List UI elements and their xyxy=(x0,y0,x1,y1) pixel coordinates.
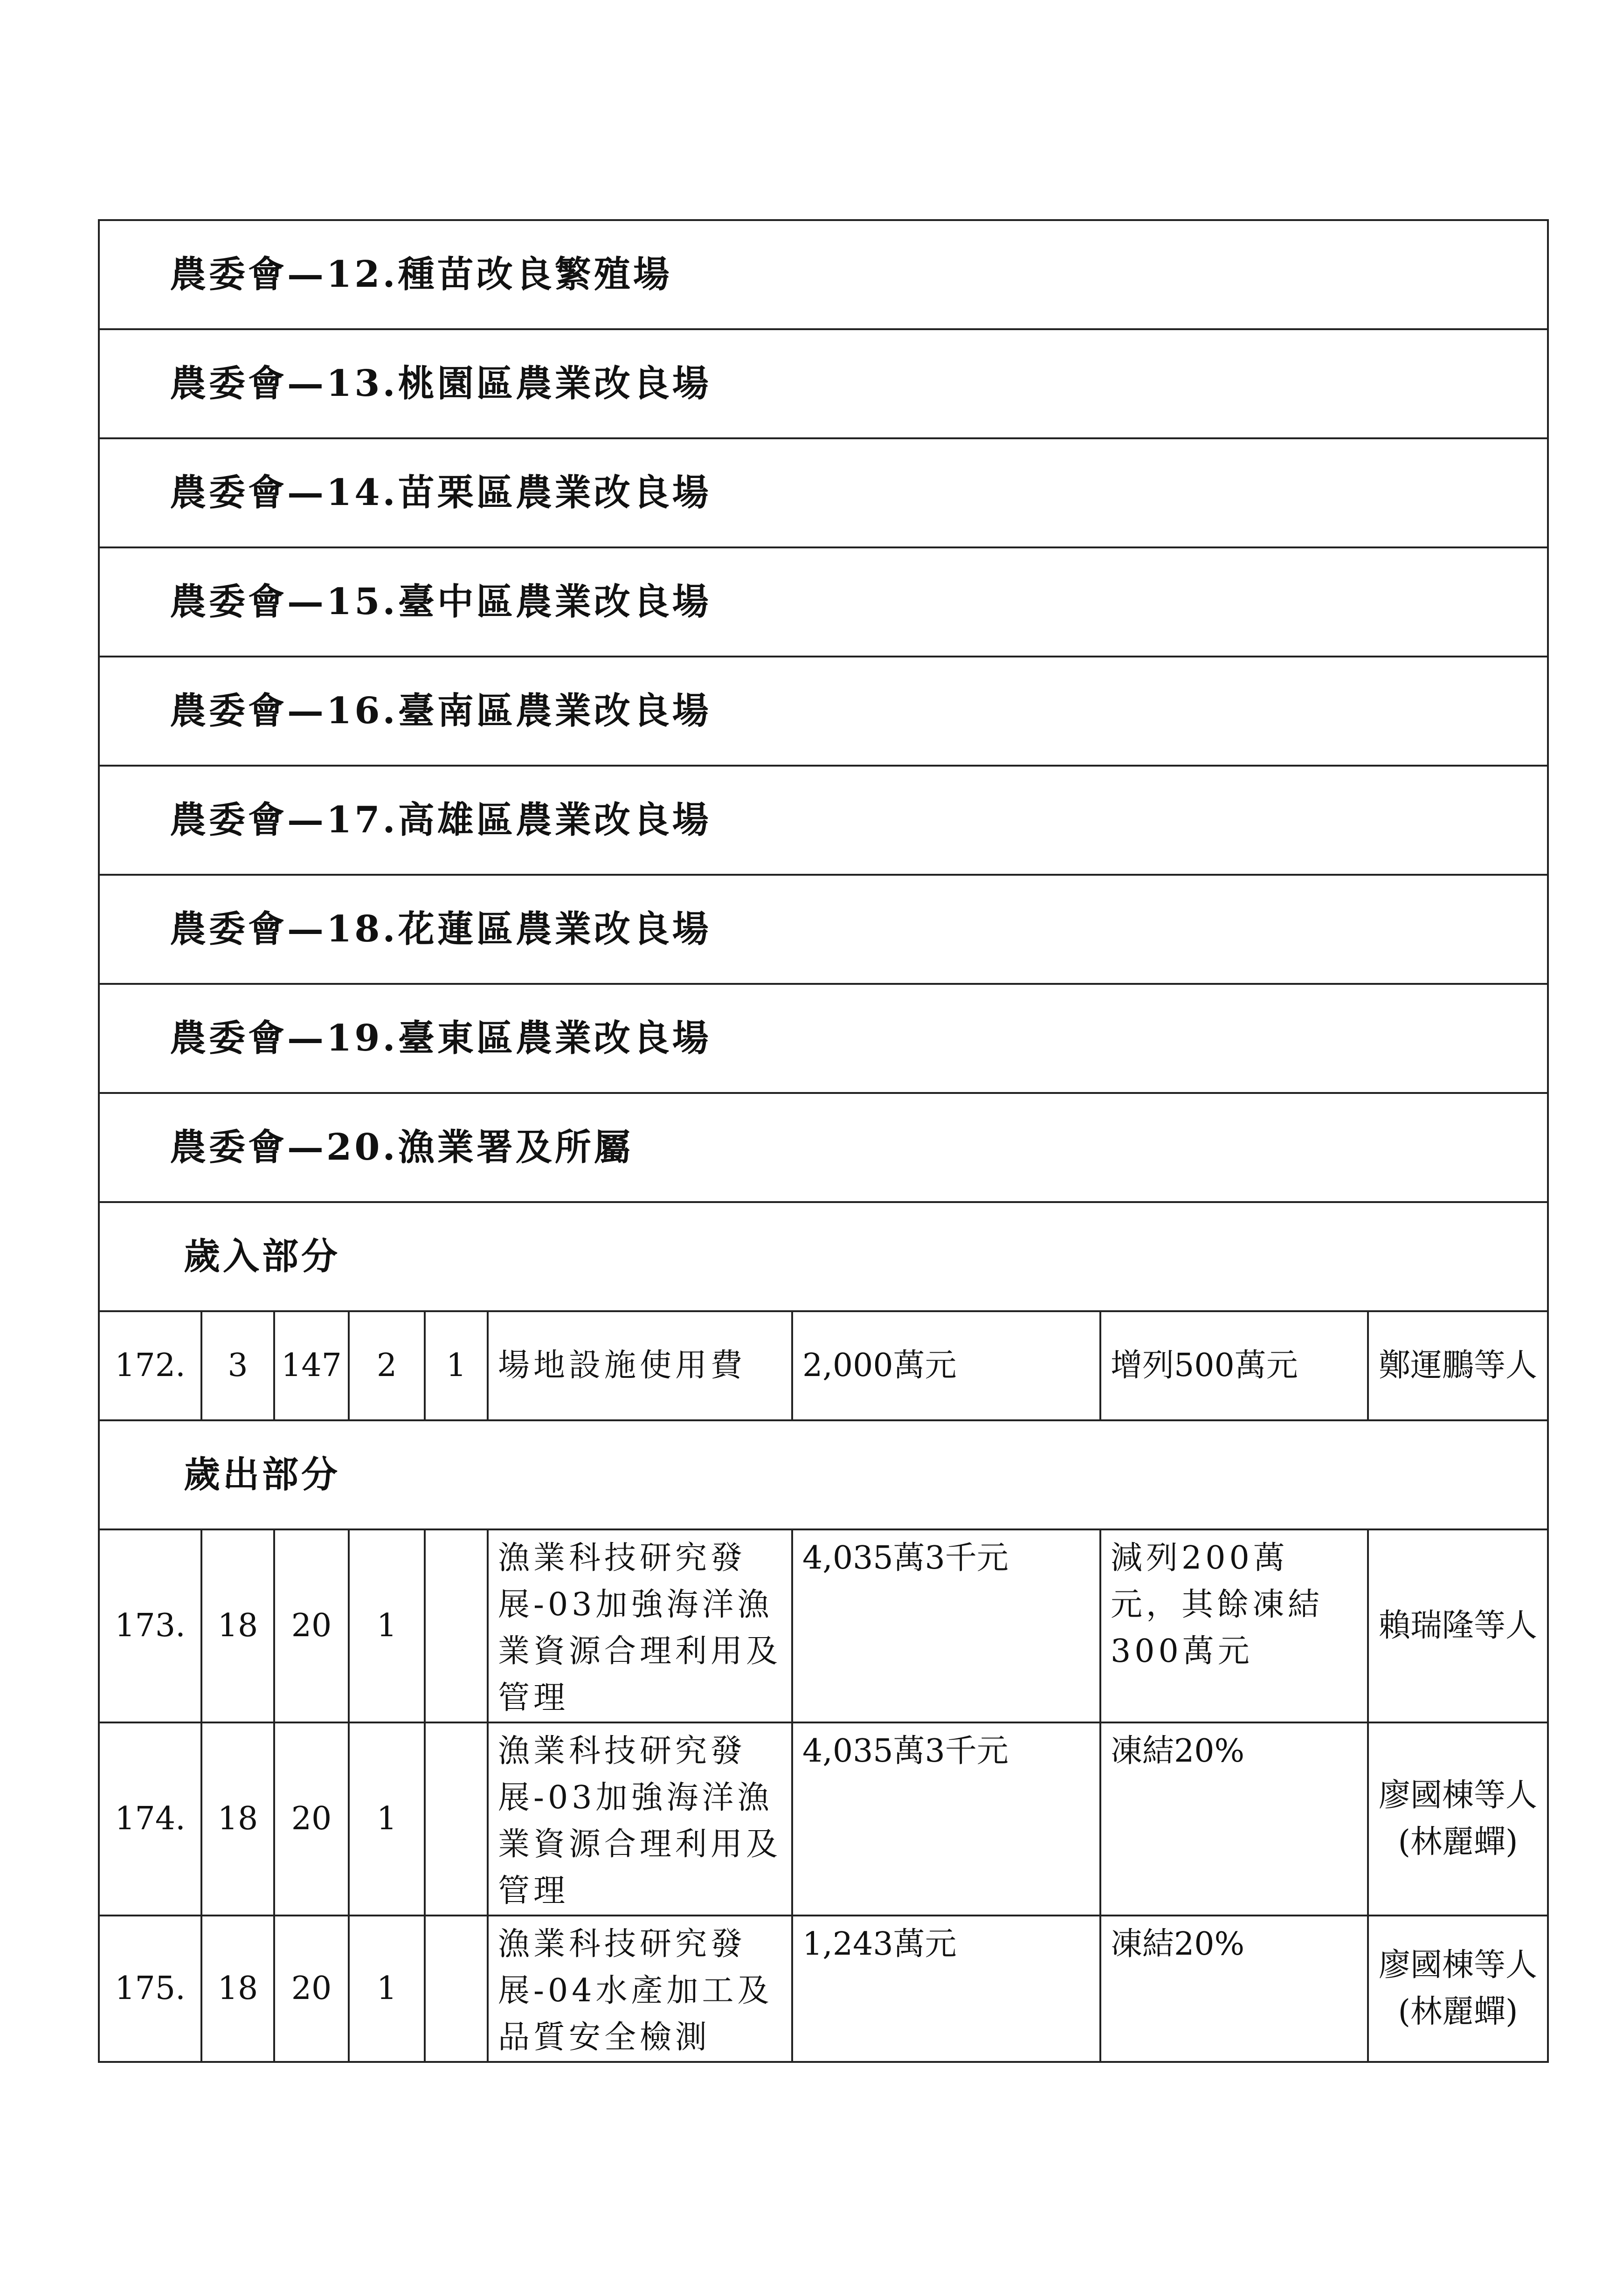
proposer: 廖國棟等人(林麗蟬) xyxy=(1368,1916,1548,2062)
code-b: 147 xyxy=(274,1311,349,1420)
section-row xyxy=(99,438,1548,547)
item-name: 漁業科技研究發展-03加強海洋漁業資源合理利用及管理 xyxy=(488,1722,792,1916)
action: 減列200萬元，其餘凍結300萬元 xyxy=(1100,1529,1368,1722)
item-name: 場地設施使用費 xyxy=(488,1311,792,1420)
section-row xyxy=(99,1093,1548,1202)
revenue-label: 歲入部分 xyxy=(99,1202,1548,1311)
section-title: 農委會—14.苗栗區農業改良場 xyxy=(99,438,1548,547)
code-d xyxy=(425,1722,488,1916)
proposer: 鄭運鵬等人 xyxy=(1368,1311,1548,1420)
code-a: 18 xyxy=(201,1916,274,2062)
amount: 1,243萬元 xyxy=(792,1916,1100,2062)
section-title: 農委會—19.臺東區農業改良場 xyxy=(99,984,1548,1093)
expenditure-header-row xyxy=(99,1420,1548,1529)
table-row xyxy=(99,1529,1548,1722)
table-row xyxy=(99,1311,1548,1420)
code-c: 1 xyxy=(349,1722,425,1916)
code-a: 3 xyxy=(201,1311,274,1420)
section-row xyxy=(99,766,1548,875)
code-d xyxy=(425,1529,488,1722)
section-row xyxy=(99,220,1548,329)
row-number: 172. xyxy=(99,1311,201,1420)
code-c: 1 xyxy=(349,1529,425,1722)
section-title: 農委會—13.桃園區農業改良場 xyxy=(99,329,1548,438)
action: 凍結20% xyxy=(1100,1916,1368,2062)
section-row xyxy=(99,875,1548,984)
amount: 4,035萬3千元 xyxy=(792,1529,1100,1722)
section-row xyxy=(99,547,1548,657)
proposer: 賴瑞隆等人 xyxy=(1368,1529,1548,1722)
budget-table xyxy=(98,219,1549,2063)
row-number: 175. xyxy=(99,1916,201,2062)
section-title: 農委會—20.漁業署及所屬 xyxy=(99,1093,1548,1202)
section-title: 農委會—16.臺南區農業改良場 xyxy=(99,657,1548,766)
table-row xyxy=(99,1916,1548,2062)
action: 凍結20% xyxy=(1100,1722,1368,1916)
item-name: 漁業科技研究發展-04水產加工及品質安全檢測 xyxy=(488,1916,792,2062)
code-b: 20 xyxy=(274,1916,349,2062)
code-b: 20 xyxy=(274,1722,349,1916)
item-name: 漁業科技研究發展-03加強海洋漁業資源合理利用及管理 xyxy=(488,1529,792,1722)
row-number: 173. xyxy=(99,1529,201,1722)
section-title: 農委會—12.種苗改良繁殖場 xyxy=(99,220,1548,329)
section-row xyxy=(99,329,1548,438)
section-row xyxy=(99,984,1548,1093)
section-row xyxy=(99,657,1548,766)
table-row xyxy=(99,1722,1548,1916)
code-a: 18 xyxy=(201,1529,274,1722)
amount: 2,000萬元 xyxy=(792,1311,1100,1420)
section-title: 農委會—18.花蓮區農業改良場 xyxy=(99,875,1548,984)
proposer: 廖國棟等人(林麗蟬) xyxy=(1368,1722,1548,1916)
code-a: 18 xyxy=(201,1722,274,1916)
code-c: 1 xyxy=(349,1916,425,2062)
row-number: 174. xyxy=(99,1722,201,1916)
code-d: 1 xyxy=(425,1311,488,1420)
expenditure-label: 歲出部分 xyxy=(99,1420,1548,1529)
amount: 4,035萬3千元 xyxy=(792,1722,1100,1916)
section-title: 農委會—15.臺中區農業改良場 xyxy=(99,547,1548,657)
section-title: 農委會—17.高雄區農業改良場 xyxy=(99,766,1548,875)
action: 增列500萬元 xyxy=(1100,1311,1368,1420)
code-d xyxy=(425,1916,488,2062)
code-b: 20 xyxy=(274,1529,349,1722)
code-c: 2 xyxy=(349,1311,425,1420)
revenue-header-row xyxy=(99,1202,1548,1311)
